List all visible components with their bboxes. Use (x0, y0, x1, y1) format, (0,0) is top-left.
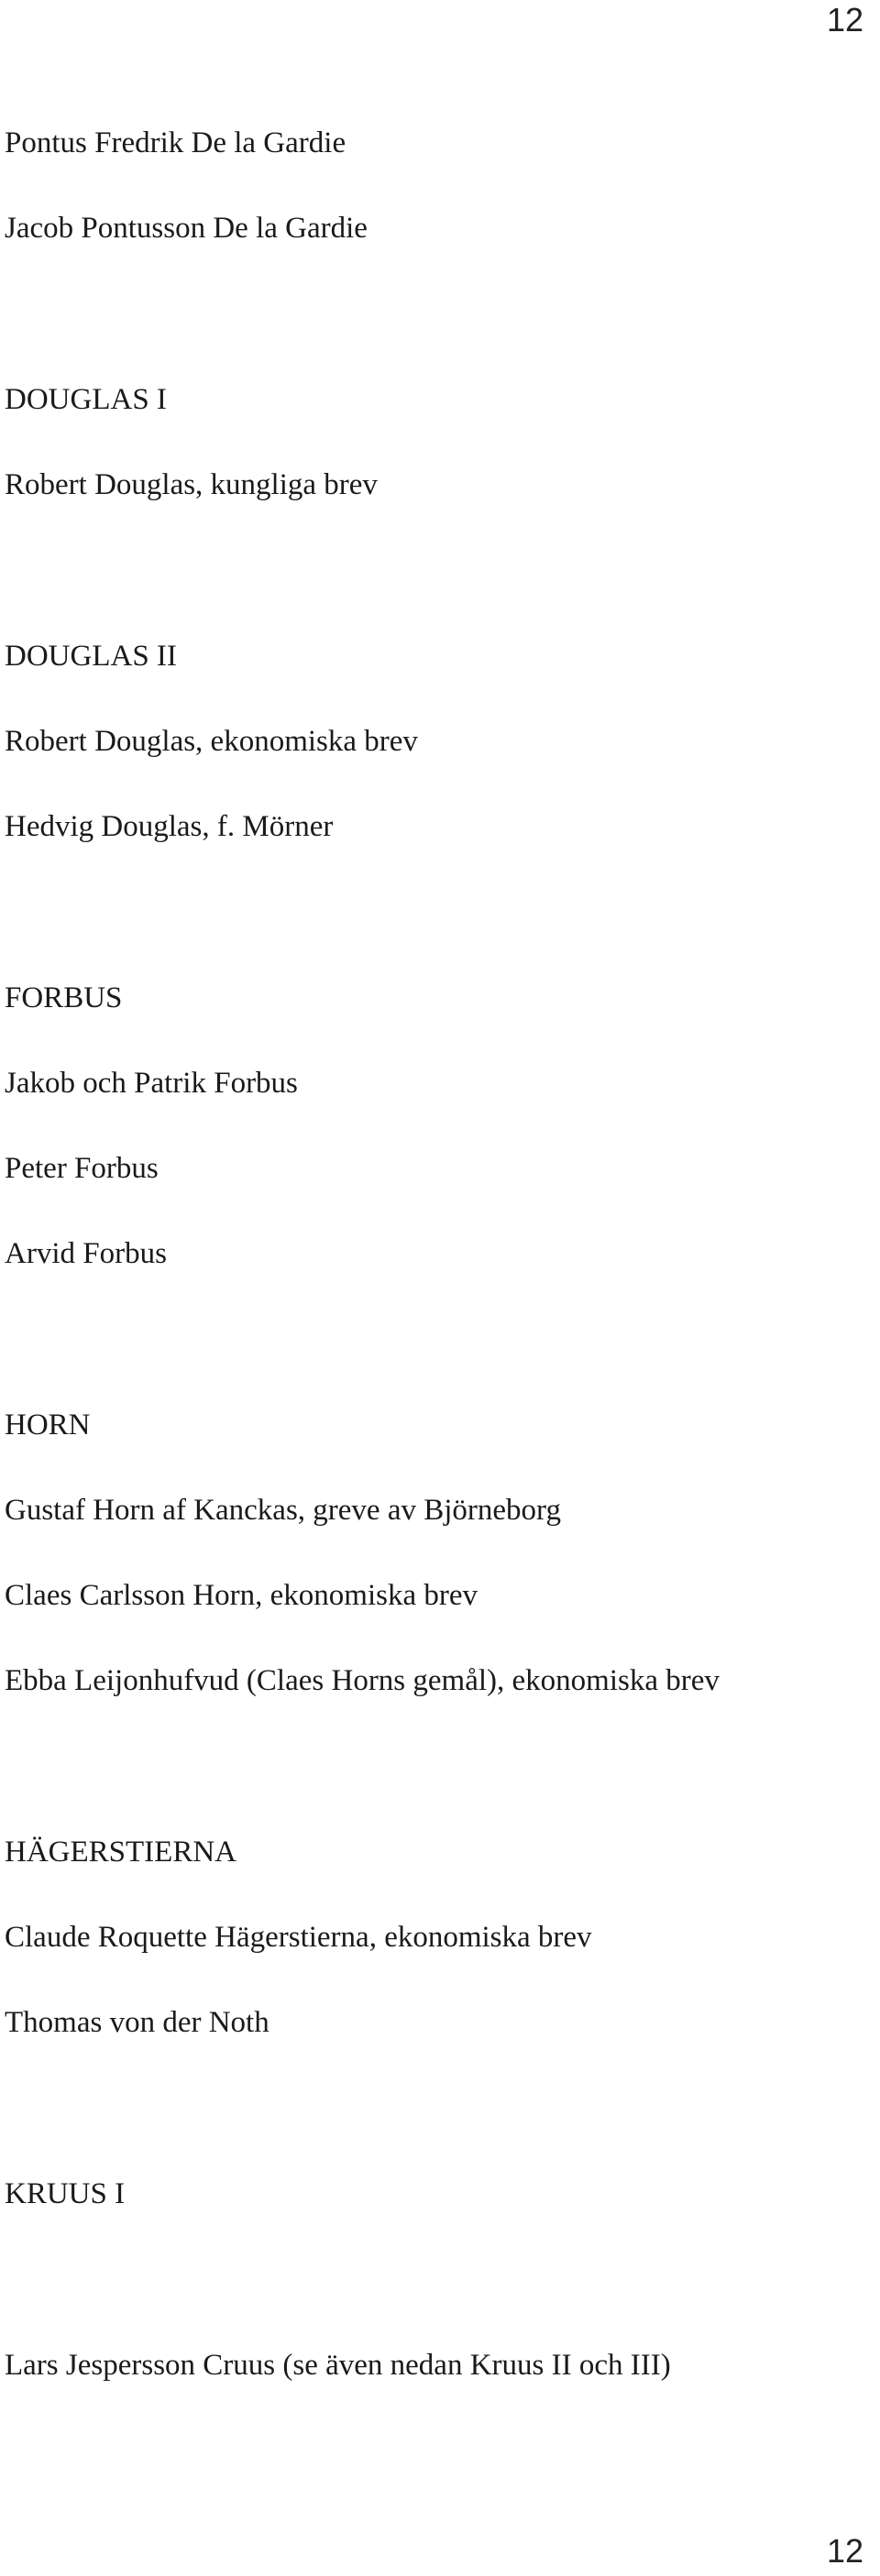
entry-lars-jespersson-cruus: Lars Jespersson Cruus (se även nedan Kruus II och III) (5, 2349, 671, 2382)
section-heading-douglas-ii: DOUGLAS II (5, 640, 177, 673)
entry-hedvig-douglas: Hedvig Douglas, f. Mörner (5, 810, 334, 843)
entry-thomas-von-der-noth: Thomas von der Noth (5, 2006, 270, 2039)
section-heading-kruus-i: KRUUS I (5, 2177, 126, 2210)
entry-robert-douglas-ekonomiska-brev: Robert Douglas, ekonomiska brev (5, 725, 418, 758)
entry-robert-douglas-kungliga-brev: Robert Douglas, kungliga brev (5, 468, 378, 501)
page-number-bottom: 12 (826, 2532, 864, 2570)
entry-jakob-och-patrik-forbus: Jakob och Patrik Forbus (5, 1067, 298, 1100)
entry-arvid-forbus: Arvid Forbus (5, 1237, 167, 1270)
section-heading-douglas-i: DOUGLAS I (5, 383, 167, 416)
entry-peter-forbus: Peter Forbus (5, 1152, 159, 1185)
entry-gustaf-horn: Gustaf Horn af Kanckas, greve av Björneborg (5, 1494, 561, 1527)
entry-ebba-leijonhufvud: Ebba Leijonhufvud (Claes Horns gemål), ekonomiska brev (5, 1664, 720, 1697)
entry-pontus-fredrik-de-la-gardie: Pontus Fredrik De la Gardie (5, 126, 346, 159)
entry-claes-carlsson-horn: Claes Carlsson Horn, ekonomiska brev (5, 1579, 478, 1612)
page-number-top: 12 (826, 1, 864, 38)
entry-jacob-pontusson-de-la-gardie: Jacob Pontusson De la Gardie (5, 212, 368, 245)
section-heading-hagerstierna: HÄGERSTIERNA (5, 1836, 236, 1869)
section-heading-forbus: FORBUS (5, 981, 123, 1014)
section-heading-horn: HORN (5, 1409, 91, 1441)
entry-claude-roquette-hagerstierna: Claude Roquette Hägerstierna, ekonomiska brev (5, 1921, 592, 1954)
